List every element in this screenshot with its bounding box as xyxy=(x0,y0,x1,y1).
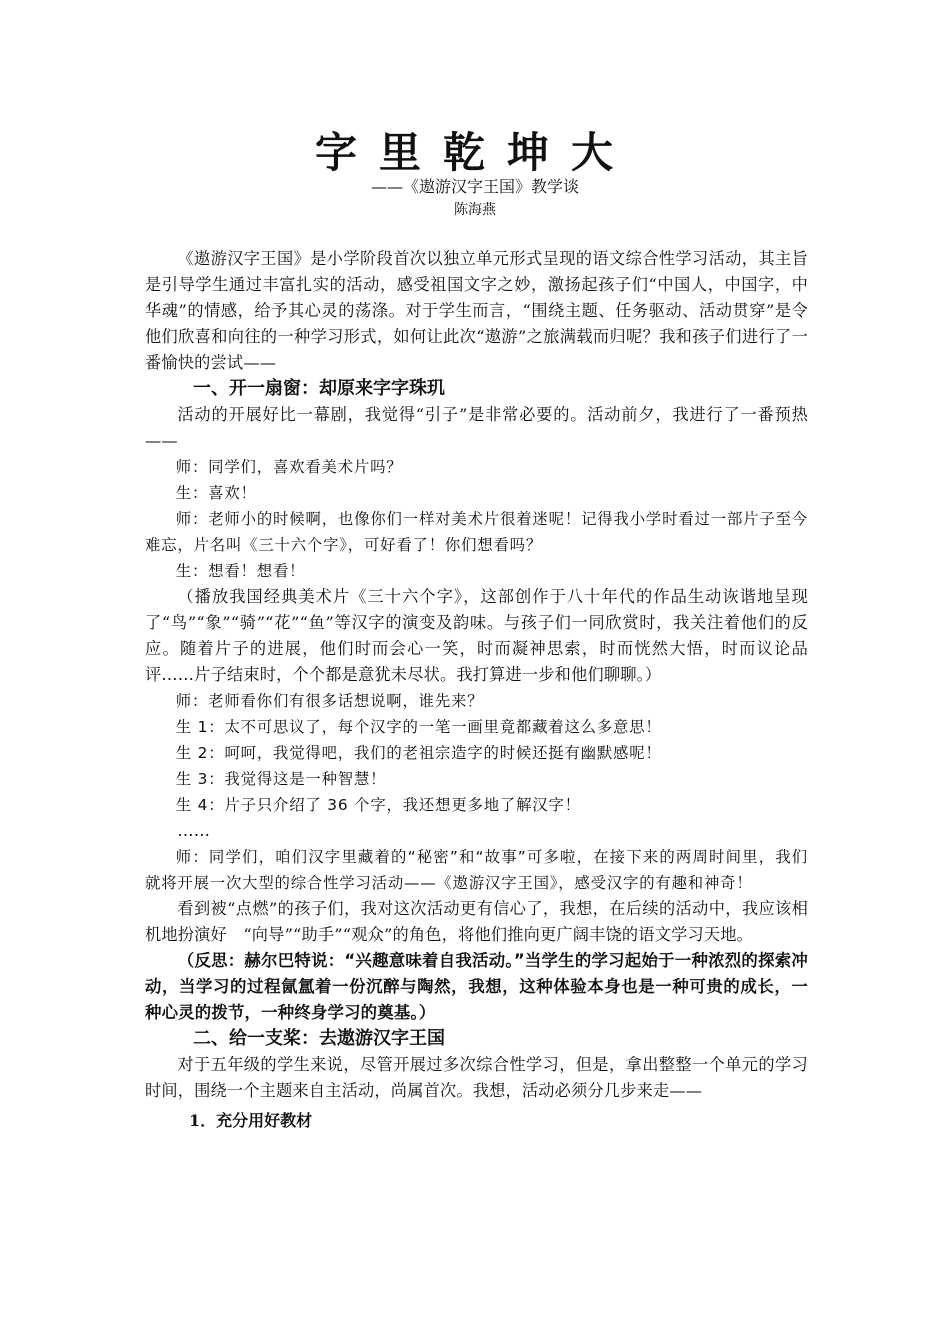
dialogue-line: 师：同学们，喜欢看美术片吗？ xyxy=(175,458,403,476)
section-heading: 二、给一支桨：去遨游汉字王国 xyxy=(193,1028,445,1049)
body-paragraph: 对于五年级的学生来说，尽管开展过多次综合性学习，但是，拿出整整一个单元的学习时间，围绕一个主题来自主活动，尚属首次。我想，活动必须分几步来走—— xyxy=(145,1055,808,1100)
ellipsis-line: …… xyxy=(177,821,211,840)
dialogue-line: 生 4：片子只介绍了 36 个字，我还想更多地了解汉字！ xyxy=(175,796,581,814)
body-paragraph: 看到被“点燃”的孩子们，我对这次活动更有信心了，我想，在后续的活动中，我应该相机地扮演好 “向导”“助手”“观众”的角色，将他们推向更广阔丰饶的语文学习天地。 xyxy=(145,899,808,944)
dialogue-line: 师：老师看你们有很多话想说啊，谁先来？ xyxy=(175,692,484,710)
section-heading: 一、开一扇窗：却原来字字珠玑 xyxy=(193,378,445,399)
dialogue-line: 生：想看！想看！ xyxy=(175,562,306,580)
body-paragraph: （播放我国经典美术片《三十六个字》，这部创作于八十年代的作品生动诙谐地呈现了“鸟”“象”“骑”“花”“鱼”等汉字的演变及韵味。与孩子们一同欣赏时，我关注着他们的反应。随着片子的进展，他们时而会心一笑，时而凝神思索，时而恍然大悟，时而议论品评……片子结束时，个个都是意犹未尽状。我打算进一步和他们聊聊。） xyxy=(145,587,808,684)
dialogue-line: 生：喜欢！ xyxy=(175,484,257,502)
subsection-heading: 1．充分用好教材 xyxy=(189,1111,313,1130)
page-title: 字里乾坤大 xyxy=(314,128,635,177)
page-subtitle: ——《遨游汉字王国》教学谈 xyxy=(370,177,579,196)
dialogue-line: 生 1：太不可思议了，每个汉字的一笔一画里竟都藏着这么多意思！ xyxy=(175,718,662,736)
dialogue-line: 生 3：我觉得这是一种智慧！ xyxy=(175,770,387,788)
article-body xyxy=(145,246,808,1134)
intro-paragraph: 《遨游汉字王国》是小学阶段首次以独立单元形式呈现的语文综合性学习活动，其主旨是引导学生通过丰富扎实的活动，感受祖国文字之妙，激扬起孩子们“中国人，中国字，中华魂”的情感，给予其心灵的荡涤。对于学生而言，“围绕主题、任务驱动、活动贯穿”是令他们欣喜和向往的一种学习形式，如何让此次“遨游”之旅满载而归呢？我和孩子们进行了一番愉快的尝试—— xyxy=(145,249,808,372)
dialogue-line: 生 2：呵呵，我觉得吧，我们的老祖宗造字的时候还挺有幽默感呢！ xyxy=(175,744,662,762)
reflection-paragraph: （反思：赫尔巴特说：“兴趣意味着自我活动。”当学生的学习起始于一种浓烈的探索冲动，当学习的过程氤氲着一份沉醉与陶然，我想，这种体验本身也是一种可贵的成长，一种心灵的拨节，一种终身学习的奠基。） xyxy=(145,951,808,1022)
author-name: 陈海燕 xyxy=(454,202,496,218)
dialogue-line: 师：老师小的时候啊，也像你们一样对美术片很着迷呢！记得我小学时看过一部片子至今难忘，片名叫《三十六个字》，可好看了！你们想看吗？ xyxy=(145,510,808,554)
body-paragraph: 活动的开展好比一幕剧，我觉得“引子”是非常必要的。活动前夕，我进行了一番预热—— xyxy=(145,405,808,450)
dialogue-line: 师：同学们，咱们汉字里藏着的“秘密”和“故事”可多啦，在接下来的两周时间里，我们就将开展一次大型的综合性学习活动——《遨游汉字王国》，感受汉字的有趣和神奇！ xyxy=(145,848,808,892)
